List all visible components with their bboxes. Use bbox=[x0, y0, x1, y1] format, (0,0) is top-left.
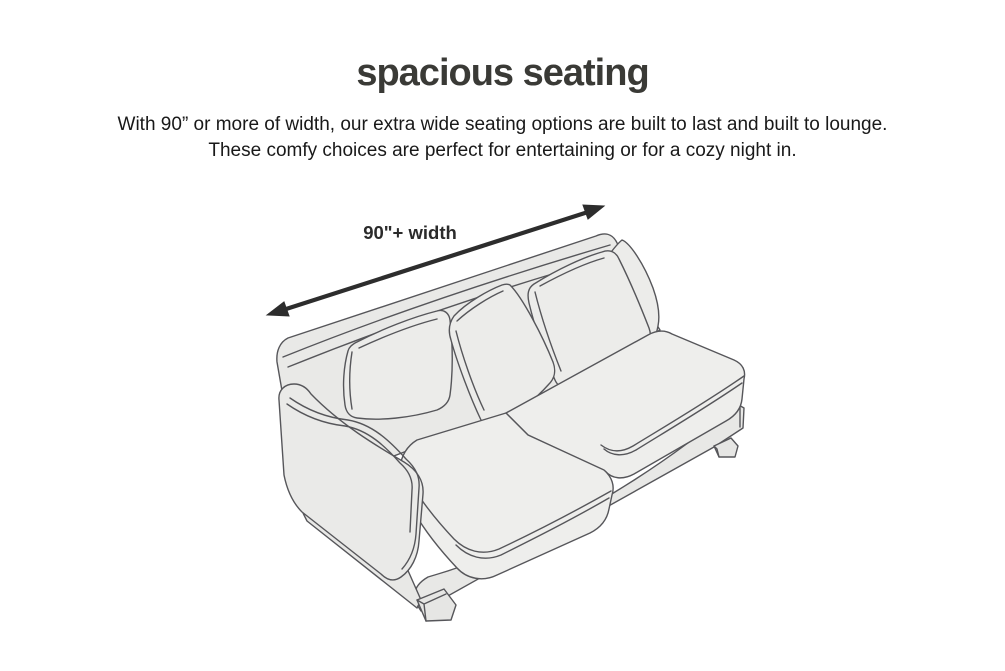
dimension-label: 90"+ width bbox=[363, 222, 457, 243]
description-line-1: With 90” or more of width, our extra wide seating options are built to last and built to lounge. bbox=[117, 114, 888, 135]
page-title: spacious seating bbox=[356, 52, 649, 94]
sofa-illustration bbox=[277, 234, 745, 621]
description-line-2: These comfy choices are perfect for entertaining or for a cozy night in. bbox=[208, 140, 797, 161]
